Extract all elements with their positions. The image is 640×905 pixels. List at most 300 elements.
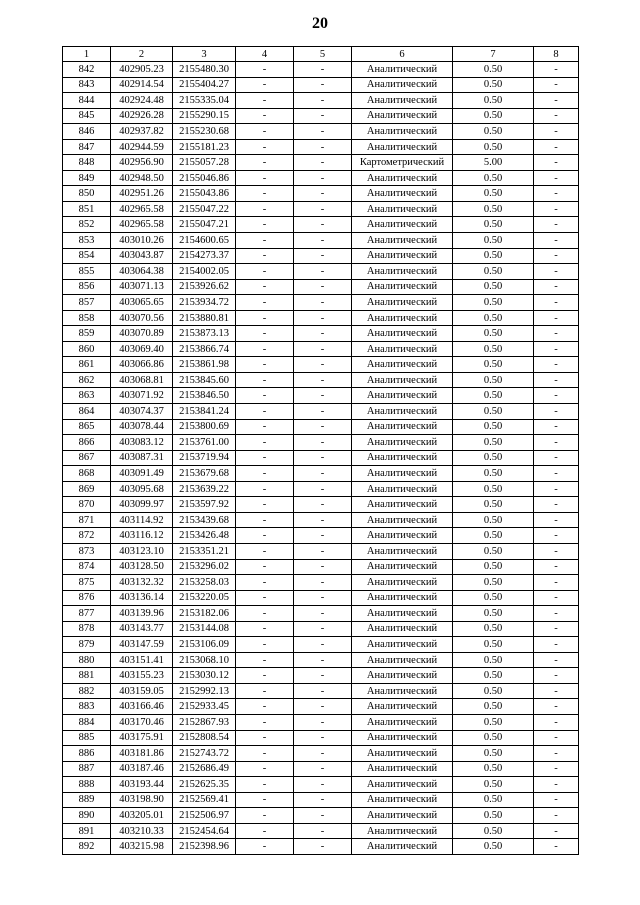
cell-y-coordinate: 2153068.10 (173, 652, 236, 668)
table-row (63, 62, 579, 78)
cell-col-5: - (294, 326, 352, 342)
cell-method: Аналитический (352, 139, 453, 155)
cell-point-number: 874 (63, 559, 111, 575)
cell-point-number: 846 (63, 124, 111, 140)
cell-col-8: - (534, 62, 579, 78)
cell-accuracy: 0.50 (453, 575, 534, 591)
table-row (63, 124, 579, 140)
cell-method: Аналитический (352, 341, 453, 357)
cell-point-number: 879 (63, 637, 111, 653)
cell-col-8: - (534, 404, 579, 420)
cell-method: Аналитический (352, 590, 453, 606)
cell-accuracy: 0.50 (453, 404, 534, 420)
cell-y-coordinate: 2155057.28 (173, 155, 236, 171)
cell-method: Аналитический (352, 808, 453, 824)
cell-y-coordinate: 2152569.41 (173, 792, 236, 808)
cell-accuracy: 0.50 (453, 450, 534, 466)
cell-col-4: - (236, 388, 294, 404)
cell-col-8: - (534, 606, 579, 622)
cell-col-5: - (294, 606, 352, 622)
cell-x-coordinate: 403083.12 (111, 435, 173, 451)
cell-method: Аналитический (352, 295, 453, 311)
table-row (63, 155, 579, 171)
cell-col-8: - (534, 637, 579, 653)
cell-accuracy: 0.50 (453, 139, 534, 155)
cell-point-number: 865 (63, 419, 111, 435)
header-cell-6: 6 (352, 47, 453, 62)
cell-col-8: - (534, 652, 579, 668)
cell-y-coordinate: 2153030.12 (173, 668, 236, 684)
cell-col-4: - (236, 466, 294, 482)
cell-x-coordinate: 402905.23 (111, 62, 173, 78)
page-number: 20 (312, 15, 328, 32)
cell-point-number: 849 (63, 170, 111, 186)
table-row (63, 606, 579, 622)
cell-col-8: - (534, 357, 579, 373)
table-row (63, 170, 579, 186)
cell-y-coordinate: 2153426.48 (173, 528, 236, 544)
table-row (63, 543, 579, 559)
table-row (63, 559, 579, 575)
cell-col-4: - (236, 481, 294, 497)
cell-col-4: - (236, 170, 294, 186)
table-row (63, 466, 579, 482)
cell-col-8: - (534, 108, 579, 124)
table-row (63, 668, 579, 684)
cell-col-5: - (294, 124, 352, 140)
cell-col-5: - (294, 310, 352, 326)
cell-col-4: - (236, 808, 294, 824)
cell-col-4: - (236, 279, 294, 295)
cell-accuracy: 0.50 (453, 559, 534, 575)
cell-y-coordinate: 2153296.02 (173, 559, 236, 575)
cell-y-coordinate: 2153258.03 (173, 575, 236, 591)
cell-x-coordinate: 403095.68 (111, 481, 173, 497)
cell-point-number: 877 (63, 606, 111, 622)
cell-col-4: - (236, 217, 294, 233)
cell-point-number: 892 (63, 839, 111, 855)
cell-accuracy: 0.50 (453, 233, 534, 249)
cell-x-coordinate: 403159.05 (111, 683, 173, 699)
cell-method: Аналитический (352, 699, 453, 715)
cell-col-5: - (294, 248, 352, 264)
cell-accuracy: 0.50 (453, 326, 534, 342)
cell-method: Аналитический (352, 714, 453, 730)
cell-x-coordinate: 402914.54 (111, 77, 173, 93)
cell-method: Аналитический (352, 792, 453, 808)
cell-x-coordinate: 402956.90 (111, 155, 173, 171)
cell-x-coordinate: 403175.91 (111, 730, 173, 746)
cell-y-coordinate: 2153597.92 (173, 497, 236, 513)
cell-col-5: - (294, 186, 352, 202)
header-cell-2: 2 (111, 47, 173, 62)
cell-col-4: - (236, 823, 294, 839)
cell-col-8: - (534, 590, 579, 606)
cell-col-5: - (294, 543, 352, 559)
cell-col-5: - (294, 217, 352, 233)
cell-col-4: - (236, 730, 294, 746)
cell-method: Аналитический (352, 575, 453, 591)
cell-x-coordinate: 403166.46 (111, 699, 173, 715)
table-row (63, 419, 579, 435)
cell-y-coordinate: 2153351.21 (173, 543, 236, 559)
cell-x-coordinate: 403132.32 (111, 575, 173, 591)
cell-col-4: - (236, 714, 294, 730)
cell-x-coordinate: 403087.31 (111, 450, 173, 466)
cell-accuracy: 0.50 (453, 839, 534, 855)
cell-method: Аналитический (352, 372, 453, 388)
cell-accuracy: 0.50 (453, 699, 534, 715)
table-row (63, 621, 579, 637)
cell-point-number: 847 (63, 139, 111, 155)
cell-x-coordinate: 403114.92 (111, 512, 173, 528)
cell-x-coordinate: 403068.81 (111, 372, 173, 388)
cell-method: Аналитический (352, 450, 453, 466)
cell-point-number: 852 (63, 217, 111, 233)
cell-col-5: - (294, 466, 352, 482)
cell-x-coordinate: 402965.58 (111, 217, 173, 233)
cell-point-number: 867 (63, 450, 111, 466)
table-row (63, 295, 579, 311)
cell-col-4: - (236, 404, 294, 420)
cell-method: Аналитический (352, 108, 453, 124)
cell-col-8: - (534, 124, 579, 140)
cell-y-coordinate: 2155181.23 (173, 139, 236, 155)
cell-point-number: 881 (63, 668, 111, 684)
cell-point-number: 878 (63, 621, 111, 637)
cell-method: Аналитический (352, 668, 453, 684)
cell-point-number: 886 (63, 746, 111, 762)
table-row (63, 652, 579, 668)
cell-x-coordinate: 403074.37 (111, 404, 173, 420)
cell-col-4: - (236, 310, 294, 326)
cell-accuracy: 0.50 (453, 590, 534, 606)
table-row (63, 388, 579, 404)
table-row (63, 264, 579, 280)
cell-point-number: 880 (63, 652, 111, 668)
cell-method: Аналитический (352, 435, 453, 451)
cell-method: Аналитический (352, 124, 453, 140)
cell-x-coordinate: 402965.58 (111, 201, 173, 217)
cell-col-8: - (534, 388, 579, 404)
cell-accuracy: 0.50 (453, 481, 534, 497)
cell-method: Аналитический (352, 201, 453, 217)
cell-accuracy: 0.50 (453, 124, 534, 140)
cell-accuracy: 0.50 (453, 808, 534, 824)
cell-col-5: - (294, 372, 352, 388)
cell-accuracy: 0.50 (453, 357, 534, 373)
cell-y-coordinate: 2152743.72 (173, 746, 236, 762)
cell-col-8: - (534, 279, 579, 295)
cell-method: Аналитический (352, 823, 453, 839)
cell-x-coordinate: 402951.26 (111, 186, 173, 202)
cell-col-8: - (534, 839, 579, 855)
cell-y-coordinate: 2152454.64 (173, 823, 236, 839)
cell-col-4: - (236, 497, 294, 513)
cell-x-coordinate: 403010.26 (111, 233, 173, 249)
cell-point-number: 854 (63, 248, 111, 264)
cell-point-number: 883 (63, 699, 111, 715)
table-row (63, 481, 579, 497)
cell-accuracy: 0.50 (453, 201, 534, 217)
cell-y-coordinate: 2153800.69 (173, 419, 236, 435)
cell-col-4: - (236, 419, 294, 435)
cell-col-5: - (294, 93, 352, 109)
table-row (63, 310, 579, 326)
cell-y-coordinate: 2152867.93 (173, 714, 236, 730)
cell-col-8: - (534, 248, 579, 264)
table-row (63, 823, 579, 839)
cell-method: Картометрический (352, 155, 453, 171)
cell-y-coordinate: 2155230.68 (173, 124, 236, 140)
cell-y-coordinate: 2153845.60 (173, 372, 236, 388)
table-row (63, 746, 579, 762)
cell-col-5: - (294, 839, 352, 855)
cell-accuracy: 0.50 (453, 543, 534, 559)
cell-y-coordinate: 2155047.22 (173, 201, 236, 217)
cell-point-number: 889 (63, 792, 111, 808)
cell-y-coordinate: 2153679.68 (173, 466, 236, 482)
cell-col-5: - (294, 77, 352, 93)
table-row (63, 326, 579, 342)
cell-col-4: - (236, 683, 294, 699)
cell-point-number: 844 (63, 93, 111, 109)
cell-point-number: 855 (63, 264, 111, 280)
header-cell-3: 3 (173, 47, 236, 62)
cell-col-4: - (236, 233, 294, 249)
cell-col-5: - (294, 279, 352, 295)
cell-col-8: - (534, 310, 579, 326)
cell-method: Аналитический (352, 543, 453, 559)
cell-col-8: - (534, 714, 579, 730)
cell-method: Аналитический (352, 466, 453, 482)
cell-col-5: - (294, 233, 352, 249)
cell-y-coordinate: 2155043.86 (173, 186, 236, 202)
cell-y-coordinate: 2153106.09 (173, 637, 236, 653)
cell-accuracy: 0.50 (453, 730, 534, 746)
cell-point-number: 891 (63, 823, 111, 839)
cell-y-coordinate: 2153220.05 (173, 590, 236, 606)
cell-accuracy: 0.50 (453, 652, 534, 668)
table-row (63, 357, 579, 373)
cell-col-5: - (294, 357, 352, 373)
cell-method: Аналитический (352, 248, 453, 264)
cell-col-8: - (534, 435, 579, 451)
cell-col-5: - (294, 730, 352, 746)
cell-method: Аналитический (352, 839, 453, 855)
cell-accuracy: 0.50 (453, 528, 534, 544)
table-row (63, 730, 579, 746)
cell-method: Аналитический (352, 326, 453, 342)
table-row (63, 714, 579, 730)
cell-method: Аналитический (352, 404, 453, 420)
cell-col-4: - (236, 575, 294, 591)
cell-col-5: - (294, 435, 352, 451)
cell-col-5: - (294, 404, 352, 420)
cell-col-4: - (236, 637, 294, 653)
table-row (63, 777, 579, 793)
cell-col-5: - (294, 264, 352, 280)
cell-method: Аналитический (352, 528, 453, 544)
cell-accuracy: 0.50 (453, 264, 534, 280)
cell-y-coordinate: 2155290.15 (173, 108, 236, 124)
cell-col-8: - (534, 808, 579, 824)
coordinates-table (62, 46, 579, 855)
cell-col-4: - (236, 264, 294, 280)
table-row (63, 139, 579, 155)
cell-col-4: - (236, 77, 294, 93)
cell-col-4: - (236, 450, 294, 466)
cell-col-8: - (534, 481, 579, 497)
cell-accuracy: 0.50 (453, 621, 534, 637)
cell-x-coordinate: 403155.23 (111, 668, 173, 684)
cell-accuracy: 0.50 (453, 186, 534, 202)
table-row (63, 637, 579, 653)
cell-y-coordinate: 2153880.81 (173, 310, 236, 326)
cell-accuracy: 0.50 (453, 823, 534, 839)
cell-method: Аналитический (352, 419, 453, 435)
cell-x-coordinate: 403198.90 (111, 792, 173, 808)
cell-col-4: - (236, 326, 294, 342)
cell-accuracy: 0.50 (453, 497, 534, 513)
table-row (63, 497, 579, 513)
cell-col-5: - (294, 201, 352, 217)
cell-col-8: - (534, 543, 579, 559)
cell-method: Аналитический (352, 559, 453, 575)
cell-point-number: 856 (63, 279, 111, 295)
cell-col-5: - (294, 559, 352, 575)
cell-col-8: - (534, 683, 579, 699)
cell-x-coordinate: 403066.86 (111, 357, 173, 373)
cell-col-4: - (236, 341, 294, 357)
cell-x-coordinate: 403128.50 (111, 559, 173, 575)
cell-accuracy: 0.50 (453, 310, 534, 326)
cell-x-coordinate: 403071.92 (111, 388, 173, 404)
table-row (63, 808, 579, 824)
cell-col-5: - (294, 777, 352, 793)
cell-method: Аналитический (352, 264, 453, 280)
cell-method: Аналитический (352, 217, 453, 233)
cell-accuracy: 0.50 (453, 108, 534, 124)
cell-col-8: - (534, 139, 579, 155)
table-body (63, 62, 579, 855)
cell-x-coordinate: 403215.98 (111, 839, 173, 855)
cell-y-coordinate: 2153926.62 (173, 279, 236, 295)
table-row (63, 372, 579, 388)
cell-col-4: - (236, 248, 294, 264)
cell-y-coordinate: 2152398.96 (173, 839, 236, 855)
cell-point-number: 868 (63, 466, 111, 482)
table-row (63, 279, 579, 295)
cell-x-coordinate: 403205.01 (111, 808, 173, 824)
table-row (63, 512, 579, 528)
cell-x-coordinate: 403071.13 (111, 279, 173, 295)
cell-col-8: - (534, 575, 579, 591)
cell-col-4: - (236, 139, 294, 155)
table-row (63, 761, 579, 777)
cell-col-5: - (294, 497, 352, 513)
cell-col-5: - (294, 528, 352, 544)
cell-col-4: - (236, 777, 294, 793)
cell-col-8: - (534, 761, 579, 777)
cell-x-coordinate: 402944.59 (111, 139, 173, 155)
cell-x-coordinate: 403143.77 (111, 621, 173, 637)
cell-col-4: - (236, 295, 294, 311)
cell-y-coordinate: 2152808.54 (173, 730, 236, 746)
cell-col-5: - (294, 481, 352, 497)
cell-y-coordinate: 2152992.13 (173, 683, 236, 699)
cell-col-8: - (534, 186, 579, 202)
cell-col-4: - (236, 186, 294, 202)
cell-x-coordinate: 403099.97 (111, 497, 173, 513)
cell-col-4: - (236, 528, 294, 544)
cell-y-coordinate: 2154002.05 (173, 264, 236, 280)
cell-point-number: 861 (63, 357, 111, 373)
cell-col-4: - (236, 746, 294, 762)
cell-point-number: 850 (63, 186, 111, 202)
cell-point-number: 845 (63, 108, 111, 124)
cell-accuracy: 0.50 (453, 341, 534, 357)
cell-col-8: - (534, 419, 579, 435)
cell-y-coordinate: 2152506.97 (173, 808, 236, 824)
cell-col-5: - (294, 637, 352, 653)
cell-x-coordinate: 403065.65 (111, 295, 173, 311)
cell-col-5: - (294, 683, 352, 699)
cell-method: Аналитический (352, 93, 453, 109)
cell-method: Аналитический (352, 170, 453, 186)
cell-col-8: - (534, 155, 579, 171)
cell-accuracy: 0.50 (453, 419, 534, 435)
table-row (63, 201, 579, 217)
cell-y-coordinate: 2153144.08 (173, 621, 236, 637)
cell-point-number: 862 (63, 372, 111, 388)
cell-col-5: - (294, 652, 352, 668)
cell-method: Аналитический (352, 637, 453, 653)
table-row (63, 108, 579, 124)
cell-col-4: - (236, 512, 294, 528)
cell-method: Аналитический (352, 497, 453, 513)
cell-accuracy: 0.50 (453, 372, 534, 388)
cell-method: Аналитический (352, 233, 453, 249)
cell-method: Аналитический (352, 77, 453, 93)
cell-col-8: - (534, 559, 579, 575)
cell-col-5: - (294, 808, 352, 824)
cell-col-5: - (294, 512, 352, 528)
cell-col-5: - (294, 108, 352, 124)
cell-method: Аналитический (352, 683, 453, 699)
cell-method: Аналитический (352, 186, 453, 202)
cell-point-number: 873 (63, 543, 111, 559)
cell-point-number: 869 (63, 481, 111, 497)
cell-accuracy: 0.50 (453, 714, 534, 730)
cell-method: Аналитический (352, 761, 453, 777)
cell-col-4: - (236, 108, 294, 124)
cell-x-coordinate: 403193.44 (111, 777, 173, 793)
cell-accuracy: 0.50 (453, 637, 534, 653)
cell-point-number: 890 (63, 808, 111, 824)
cell-x-coordinate: 403116.12 (111, 528, 173, 544)
cell-point-number: 864 (63, 404, 111, 420)
cell-col-8: - (534, 823, 579, 839)
cell-y-coordinate: 2153439.68 (173, 512, 236, 528)
cell-accuracy: 0.50 (453, 217, 534, 233)
cell-y-coordinate: 2155404.27 (173, 77, 236, 93)
cell-col-4: - (236, 559, 294, 575)
cell-accuracy: 0.50 (453, 279, 534, 295)
cell-col-5: - (294, 155, 352, 171)
cell-point-number: 888 (63, 777, 111, 793)
cell-col-8: - (534, 450, 579, 466)
